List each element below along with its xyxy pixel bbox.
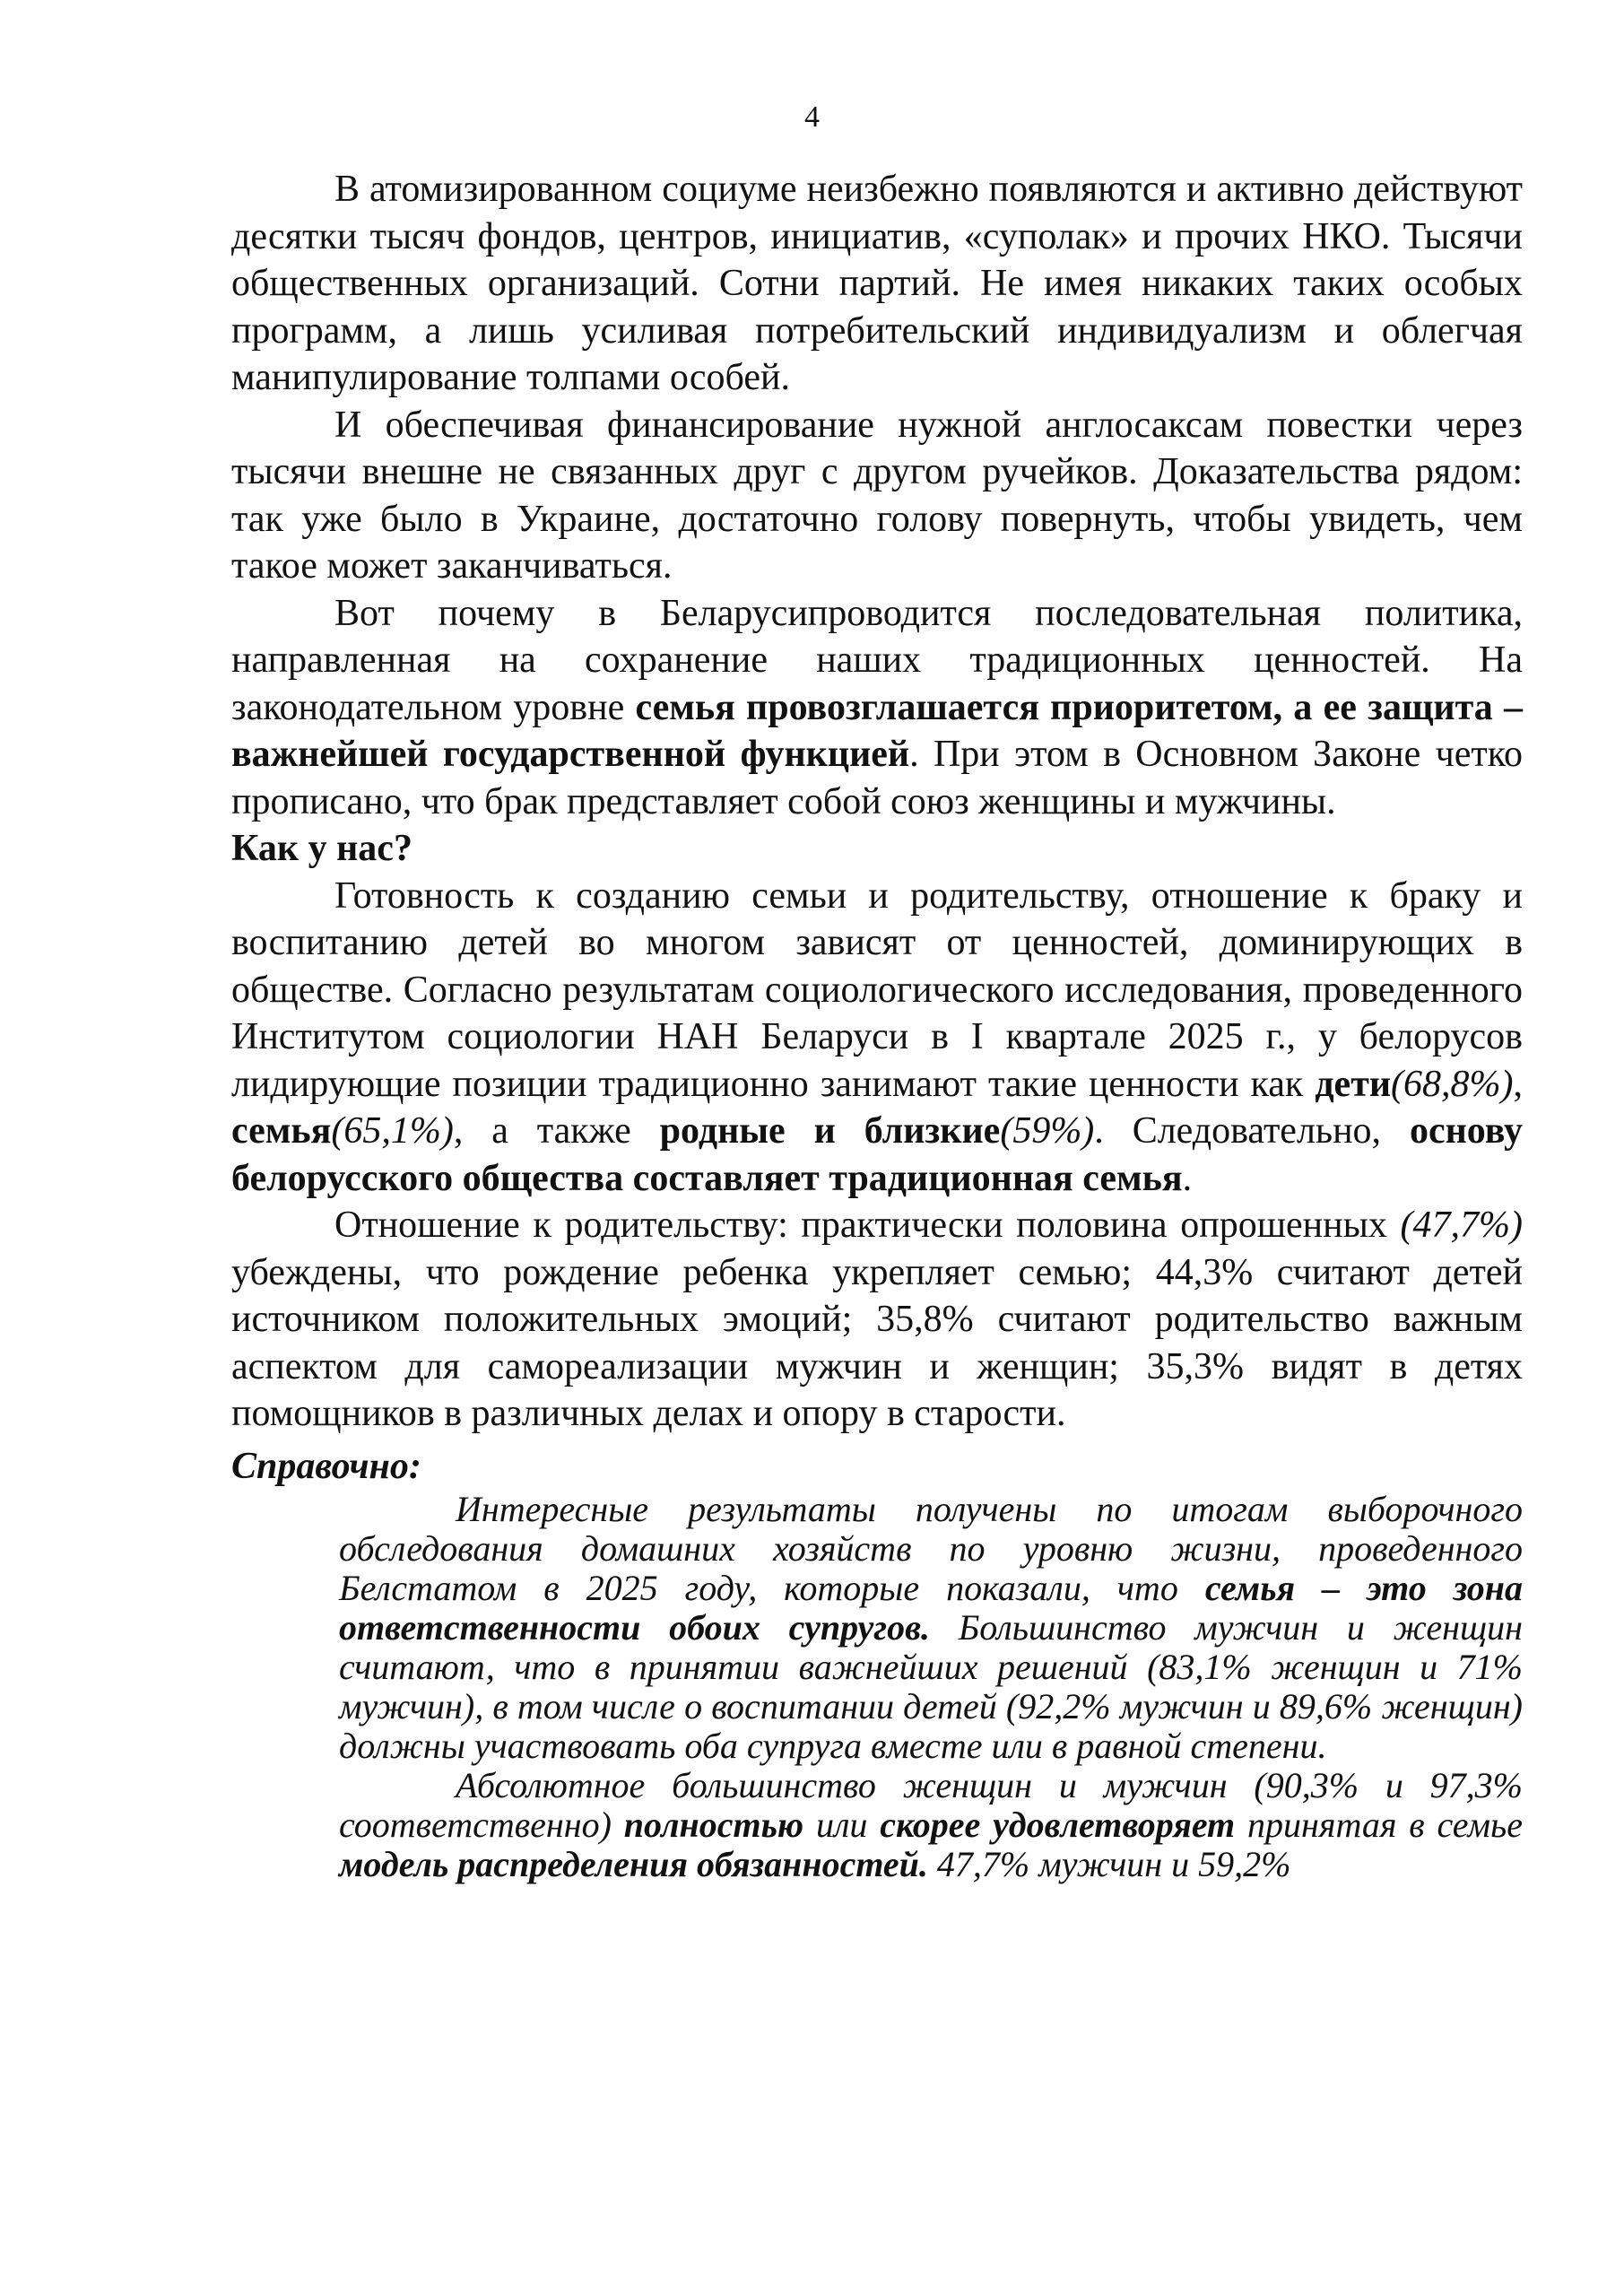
text: , а также xyxy=(453,1110,660,1152)
bold-conclusion: основу белорусского общества составляет традиционная семья xyxy=(231,1110,1523,1199)
bold-children: дети xyxy=(1315,1063,1392,1105)
text: Готовность к созданию семьи и родительству, отношение к браку и воспитанию детей во многом зависят от ценностей, доминирующих в обществе. Согласно результатам социологического исследования, проведенного Институтом социологии НАН Беларуси в I квартале 2025 г., у белорусов лидирующие позиции традиционно занимают такие ценности как xyxy=(231,874,1523,1105)
paragraph-ngo: В атомизированном социуме неизбежно появляются и активно действуют десятки тысяч фондов, центров, инициатив, «суполак» и прочих НКО. Тысячи общественных организаций. Сотни партий. Не имея никаких таких особых программ, а лишь усиливая потребительский индивидуализм и облегчая манипулирование толпами особей. xyxy=(231,169,1523,398)
text: Абсолютное большинство женщин и мужчин (90,3% и 97,3% соответственно) xyxy=(339,1765,1523,1845)
bold-relatives: родные и близкие xyxy=(659,1110,1001,1152)
text: Интересные результаты получены по итогам выборочного обследования домашних хозяйств по уровню жизни, проведенного Белстатом в 2025 году, которые показали, что xyxy=(339,1489,1523,1608)
bold-rather-satisfied: скорее удовлетворяет xyxy=(880,1805,1236,1845)
bold-fully: полностью xyxy=(623,1805,804,1845)
pct-parenthood: (47,7%) xyxy=(1400,1205,1523,1246)
text: 47,7% мужчин и 59,2% xyxy=(927,1844,1291,1884)
text: или xyxy=(803,1805,881,1845)
document-body xyxy=(231,166,1523,1884)
text: . При этом в Основном Законе четко прописано, что брак представляет собой союз женщины и мужчины. xyxy=(231,734,1523,822)
bold-responsibility: семья – это зона ответственности обоих супругов. xyxy=(339,1568,1524,1648)
pct-relatives: (59%) xyxy=(1000,1110,1095,1152)
paragraph-policy xyxy=(231,590,1523,826)
text: Большинство мужчин и женщин считают, что в принятии важнейших решений (83,1% женщин и 71% мужчин), в том числе о воспитании детей (92,2% мужчин и 89,6% женщин) должны участвовать оба супруга вместе или в равной степени. xyxy=(339,1607,1523,1766)
section-heading: Как у нас? xyxy=(231,828,413,869)
reference-paragraph-duties xyxy=(339,1766,1523,1884)
reference-paragraph-belstat xyxy=(339,1490,1523,1766)
text: Отношение к родительству: практически половина опрошенных xyxy=(334,1205,1401,1246)
pct-family: (65,1%) xyxy=(331,1110,454,1152)
text: принятая в семье xyxy=(1235,1805,1523,1845)
text: Вот почему в Беларусипроводится последовательная политика, направленная на сохранение наших традиционных ценностей. На законодательном уровне xyxy=(231,592,1523,728)
text: убеждены, что рождение ребенка укрепляет семью; 44,3% считают детей источником положительных эмоций; 35,8% считают родительство важным аспектом для самореализации мужчин и женщин; 35,3% видят в детях помощников в различных делах и опору в старости. xyxy=(231,1251,1523,1434)
page-number: 4 xyxy=(804,100,820,134)
bold-distribution-model: модель распределения обязанностей. xyxy=(339,1844,928,1884)
paragraph-financing: И обеспечивая финансирование нужной англосаксам повестки через тысячи внешне не связанных друг с другом ручейков. Доказательства рядом: так уже было в Украине, достаточно голову повернуть, чтобы увидеть, чем такое может заканчиваться. xyxy=(231,404,1523,587)
reference-label: Справочно: xyxy=(231,1445,421,1487)
text: . xyxy=(1182,1157,1193,1199)
bold-family: семья xyxy=(231,1110,332,1152)
paragraph-values xyxy=(231,873,1523,1203)
text: , xyxy=(1513,1063,1523,1105)
reference-block xyxy=(231,1490,1523,1884)
paragraph-parenthood xyxy=(231,1202,1523,1438)
bold-emphasis: семья провозглашается приоритетом, а ее защита – важнейшей государственной функцией xyxy=(231,686,1523,775)
pct-children: (68,8%) xyxy=(1391,1063,1514,1105)
text: . Следовательно, xyxy=(1094,1110,1410,1152)
